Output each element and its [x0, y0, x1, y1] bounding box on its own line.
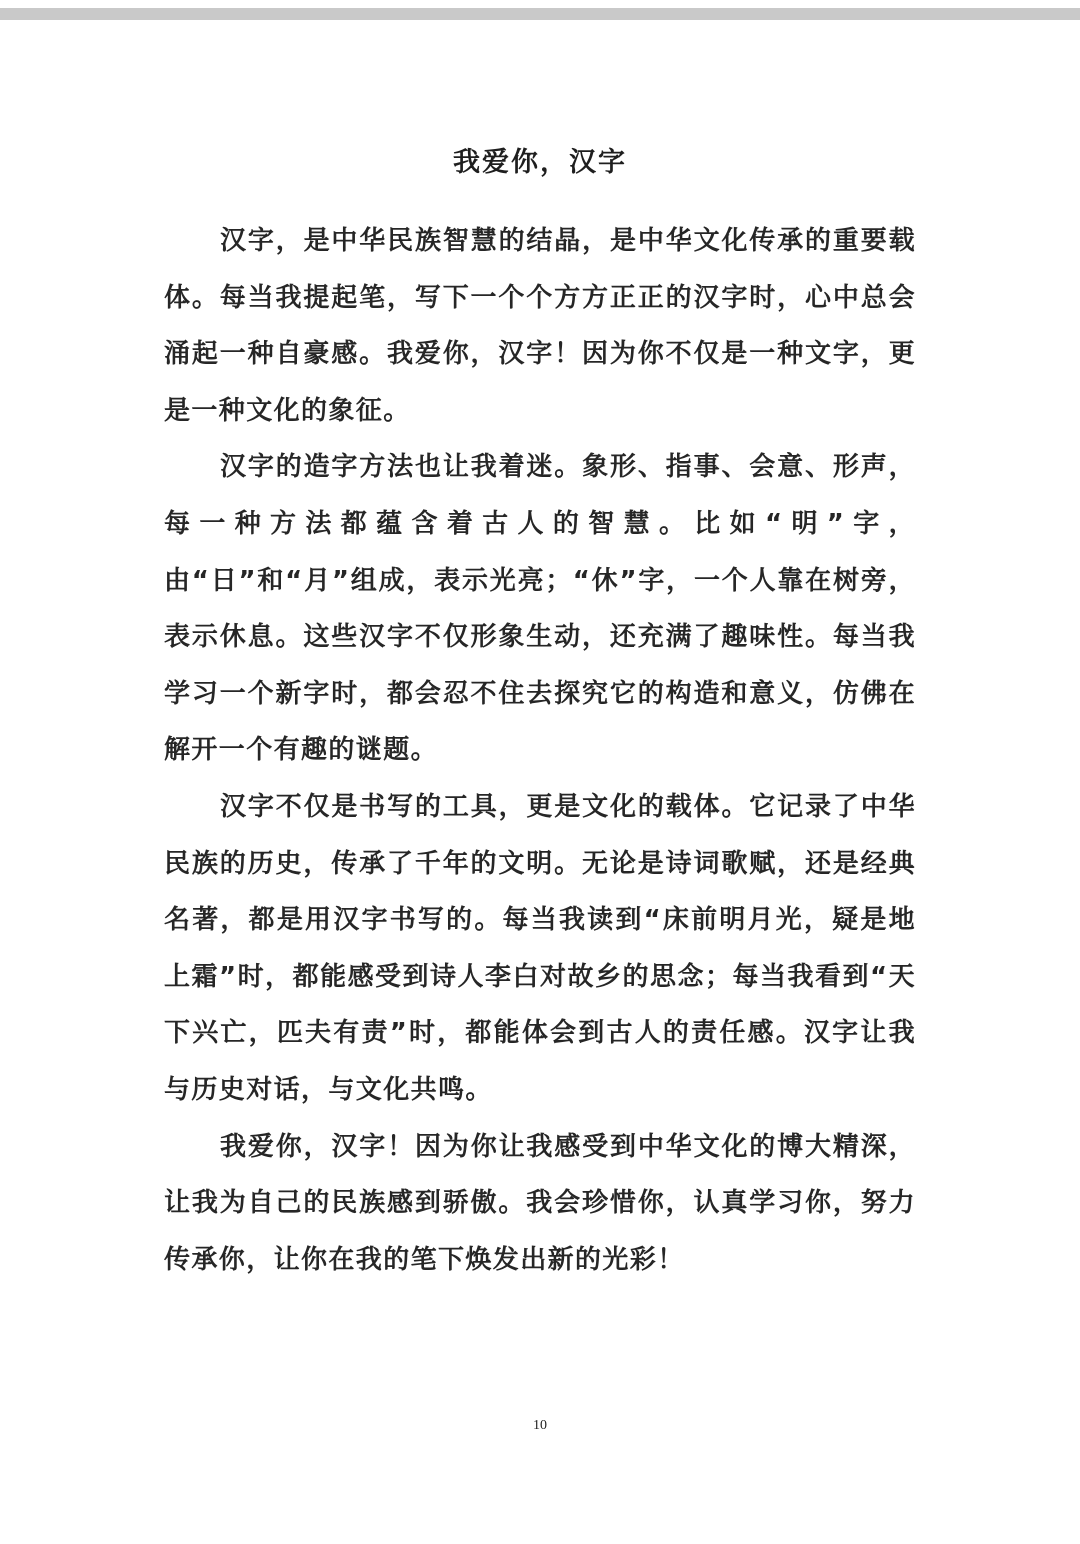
- top-border-band: [0, 8, 1080, 20]
- paragraph-2: 汉字的造字方法也让我着迷。象形、指事、会意、形声，每一种方法都蕴含着古人的智慧。比如“明”字，由“日”和“月”组成，表示光亮；“休”字，一个人靠在树旁，表示休息。这些汉字不仅形象生动，还充满了趣味性。每当我学习一个新字时，都会忍不住去探究它的构造和意义，仿佛在解开一个有趣的谜题。: [164, 452, 916, 766]
- essay-body: [164, 213, 916, 1288]
- page-number: 10: [533, 1418, 547, 1433]
- essay-title: 我爱你，汉字: [453, 147, 627, 178]
- paragraph-1: 汉字，是中华民族智慧的结晶，是中华文化传承的重要载体。每当我提起笔，写下一个个方方正正的汉字时，心中总会涌起一种自豪感。我爱你，汉字！因为你不仅是一种文字，更是一种文化的象征。: [164, 226, 916, 426]
- paragraph-4: 我爱你，汉字！因为你让我感受到中华文化的博大精深，让我为自己的民族感到骄傲。我会珍惜你，认真学习你，努力传承你，让你在我的笔下焕发出新的光彩！: [164, 1131, 916, 1275]
- paragraph-3: 汉字不仅是书写的工具，更是文化的载体。它记录了中华民族的历史，传承了千年的文明。无论是诗词歌赋，还是经典名著，都是用汉字书写的。每当我读到“床前明月光，疑是地上霜”时，都能感受到诗人李白对故乡的思念；每当我看到“天下兴亡，匹夫有责”时，都能体会到古人的责任感。汉字让我与历史对话，与文化共鸣。: [164, 791, 916, 1105]
